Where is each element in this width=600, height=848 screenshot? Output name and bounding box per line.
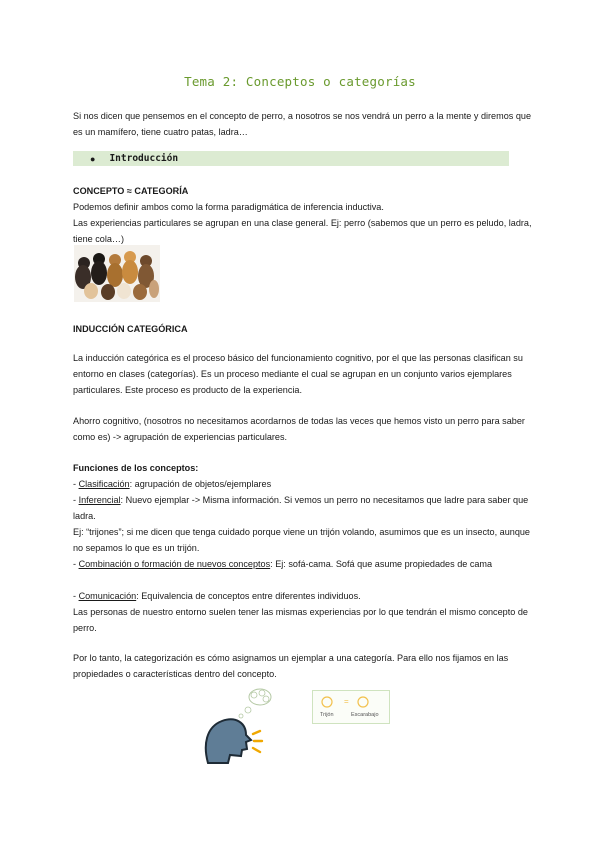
funciones-heading: Funciones de los conceptos: <box>73 463 199 473</box>
funcion-example: Ej: “trijones”; si me dicen que tenga cuidado porque viene un trijón volando, asumimos que es un insecto, aunque no sepamos lo que es un trijón. <box>73 527 530 554</box>
funcion-term: Comunicación <box>78 591 137 601</box>
funcion-item: - Inferencial: Nuevo ejemplar -> Misma información. Si vemos un perro no necesitamos que ladre para saber que ladra. <box>73 495 529 522</box>
dogs-photo <box>74 245 160 302</box>
induccion-heading: INDUCCIÓN CATEGÓRICA <box>73 324 188 334</box>
funcion-term: Combinación o formación de nuevos conceptos <box>78 559 271 569</box>
section-label: Introducción <box>109 153 179 164</box>
final-paragraph: Por lo tanto, la categorización es cómo asignamos un ejemplar a una categoría. Para ello nos fijamos en las propiedades o características dentro del concepto. <box>73 653 509 680</box>
intro-paragraph: Si nos dicen que pensemos en el concepto de perro, a nosotros se nos vendrá un perro a la mente y diremos que es un mamífero, tiene cuatro patas, ladra… <box>73 111 531 138</box>
funcion-item: - Comunicación: Equivalencia de conceptos entre diferentes individuos. <box>73 591 361 601</box>
thinking-head-illustration <box>198 683 288 768</box>
funcion-item: - Combinación o formación de nuevos conceptos: Ej: sofá-cama. Sofá que asume propiedades de cama <box>73 559 493 569</box>
trijon-escarabajo-figure <box>312 690 390 724</box>
induccion-para1: La inducción categórica es el proceso básico del funcionamiento cognitivo, por el que las personas clasifican su entorno en clases (categorías). Es un proceso mediante el cual se agrupan en un conjunto varios ejemplares particulares. Este proceso es producto de la experiencia. <box>73 353 523 396</box>
concepto-heading: CONCEPTO ≈ CATEGORÍA <box>73 186 189 196</box>
concepto-line1: Podemos definir ambos como la forma paradigmática de inferencia inductiva. <box>73 202 384 212</box>
funcion-term: Inferencial <box>78 495 121 505</box>
funciones-closing: Las personas de nuestro entorno suelen tener las mismas experiencias por lo que tendrán el mismo concepto de perro. <box>73 607 528 634</box>
bullet-icon: ● <box>90 153 96 164</box>
funcion-term: Clasificación <box>78 479 130 489</box>
section-introduccion <box>73 151 509 166</box>
induccion-para2: Ahorro cognitivo, (nosotros no necesitamos acordarnos de todas las veces que hemos visto un perro para saber como es) -> agrupación de experiencias particulares. <box>73 416 525 443</box>
trijon-label: Trijón <box>320 712 334 718</box>
escarabajo-label: Escarabajo <box>351 712 379 718</box>
sun-icons <box>313 691 389 723</box>
equals-sign: = <box>344 697 349 706</box>
page-title: Tema 2: Conceptos o categorías <box>184 74 416 89</box>
concepto-line2: Las experiencias particulares se agrupan en una clase general. Ej: perro (sabemos que un perro es peludo, ladra, tiene cola…) <box>73 218 532 245</box>
funcion-item: - Clasificación: agrupación de objetos/ejemplares <box>73 479 272 489</box>
